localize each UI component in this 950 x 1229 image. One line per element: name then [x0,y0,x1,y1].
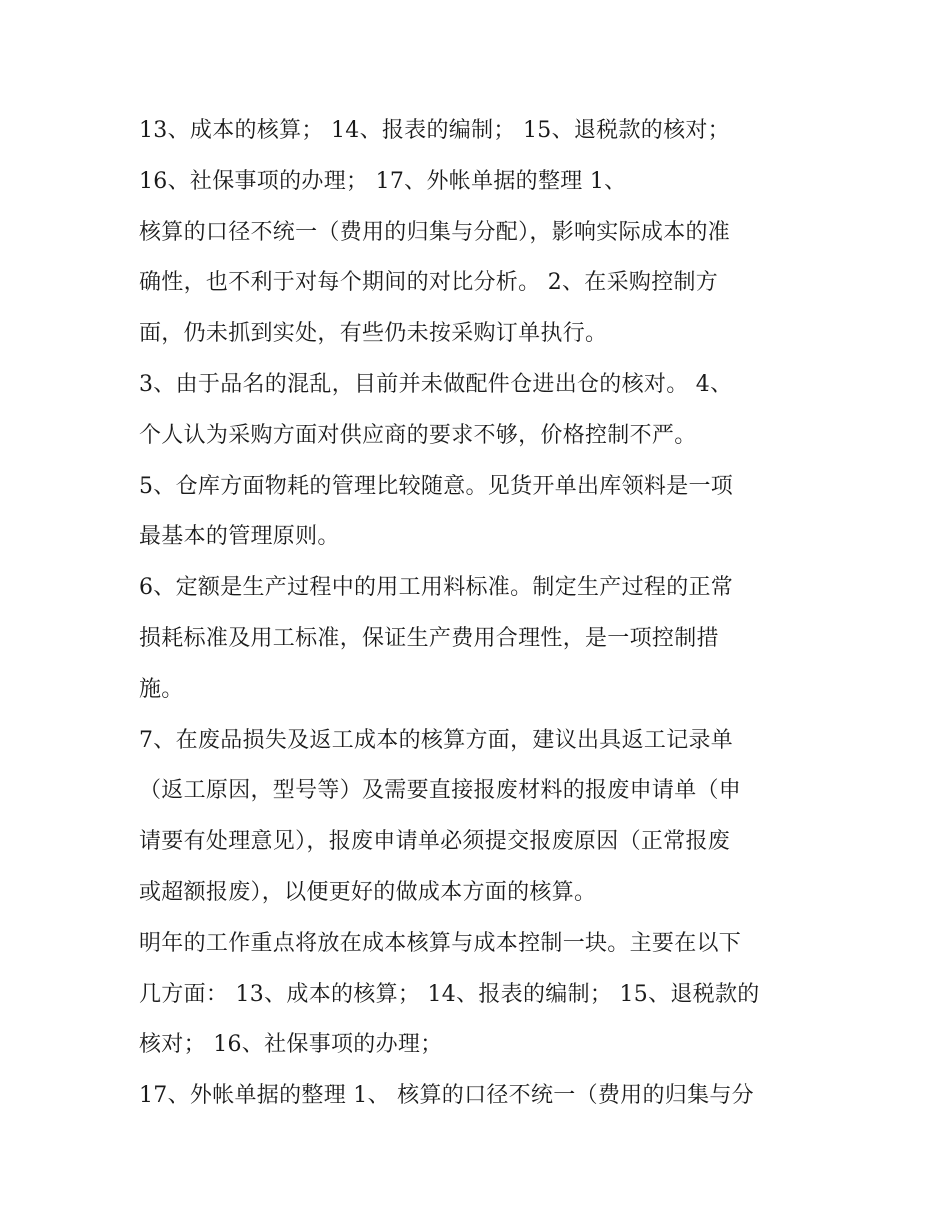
text-line-1: 13、成本的核算； 14、报表的编制； 15、退税款的核对； [139,118,730,143]
text-line-4: 确性，也不利于对每个期间的对比分析。 2、在采购控制方 [139,270,719,296]
text-line-6: 3、由于品名的混乱，目前并未做配件仓进出仓的核对。 4、 [139,371,733,397]
text-line-3: 核算的口径不统一（费用的归集与分配），影响实际成本的准 [139,219,731,245]
text-line-20: 17、外帐单据的整理 1、 核算的口径不统一（费用的归集与分 [139,1083,754,1109]
text-line-14: （返工原因，型号等）及需要直接报废材料的报废申请单（申 [139,778,742,804]
text-line-5: 面，仍未抓到实处，有些仍未按采购订单执行。 [139,321,608,347]
text-line-8: 5、仓库方面物耗的管理比较随意。见货开单出库领料是一项 [139,473,734,499]
text-line-18: 几方面： 13、成本的核算； 14、报表的编制； 15、退税款的 [139,981,760,1007]
text-line-11: 损耗标准及用工标准，保证生产费用合理性，是一项控制措 [139,625,719,651]
text-line-2: 16、社保事项的办理； 17、外帐单据的整理 1、 [139,168,627,194]
text-line-10: 6、定额是生产过程中的用工用料标准。制定生产过程的正常 [139,575,734,601]
text-line-9: 最基本的管理原则。 [139,524,340,550]
text-line-12: 施。 [139,676,184,702]
text-line-7: 个人认为采购方面对供应商的要求不够，价格控制不严。 [139,422,697,448]
text-line-19: 核对； 16、社保事项的办理； [139,1032,443,1058]
text-line-16: 或超额报废），以便更好的做成本方面的核算。 [139,879,597,905]
text-line-17: 明年的工作重点将放在成本核算与成本控制一块。主要在以下 [139,930,742,956]
text-line-13: 7、在废品损失及返工成本的核算方面，建议出具返工记录单 [139,727,734,753]
text-line-15: 请要有处理意见），报废申请单必须提交报废原因（正常报废 [139,829,731,855]
document-body [139,106,819,1122]
